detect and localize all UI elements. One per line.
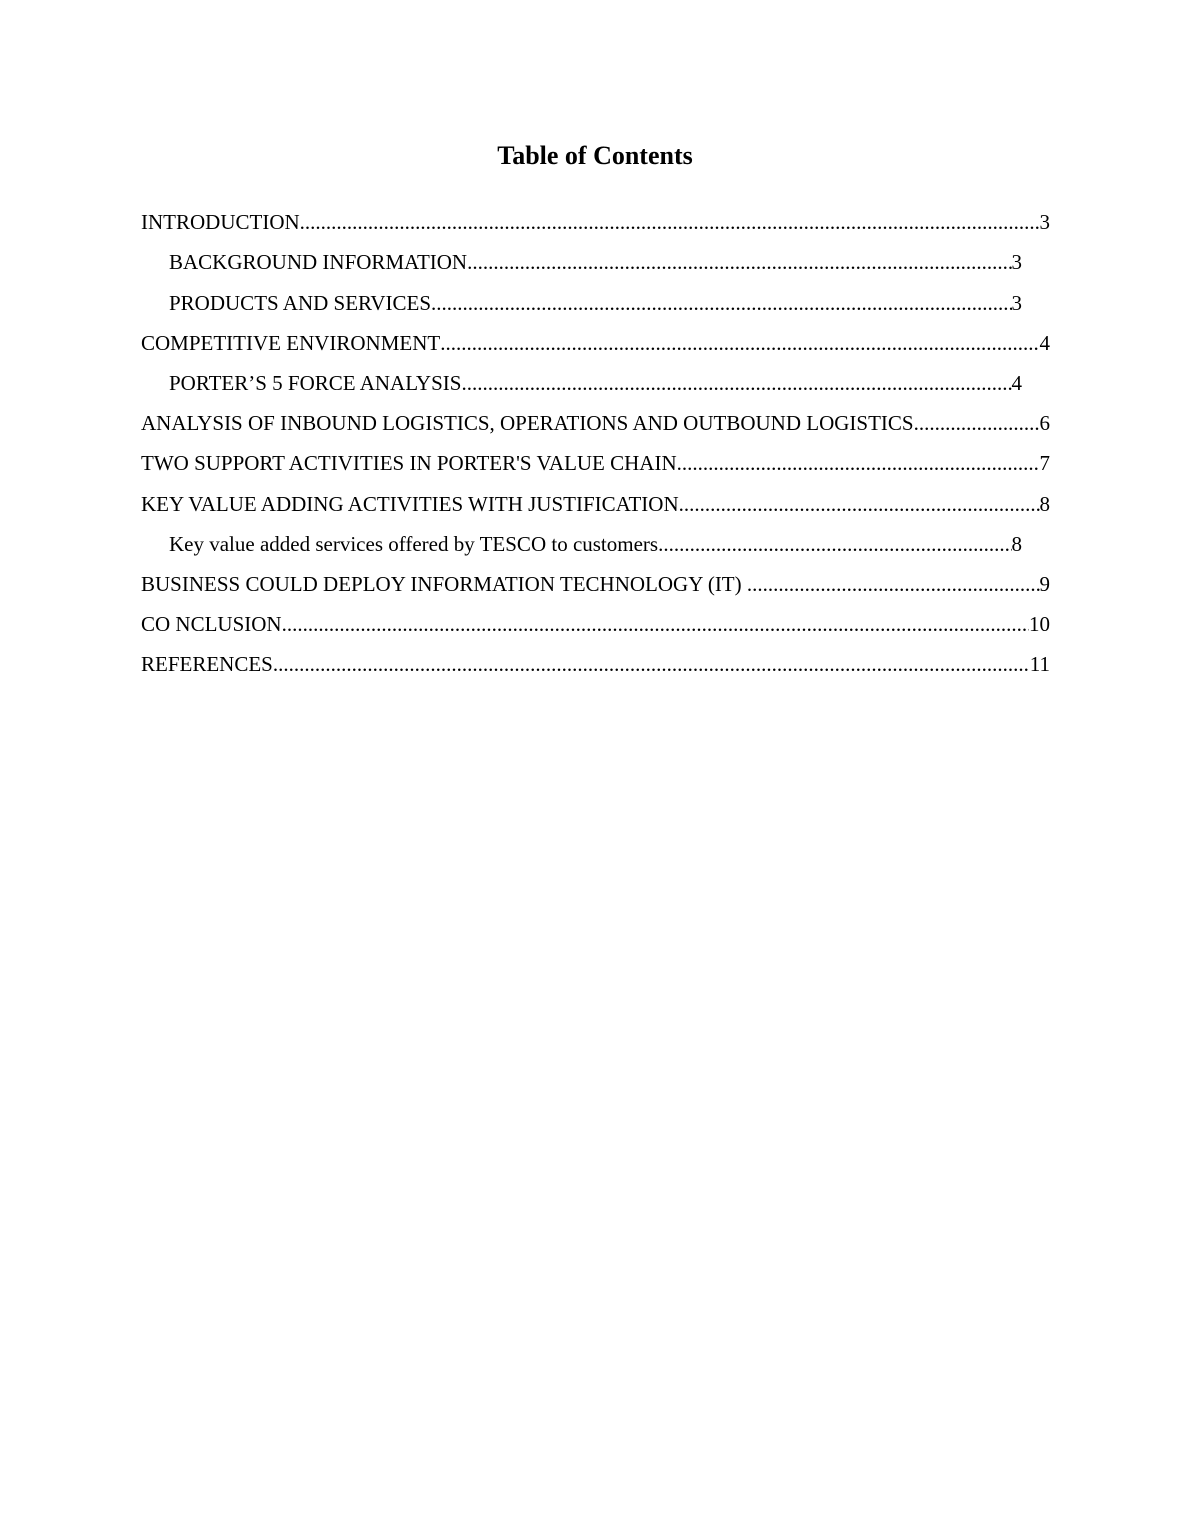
toc-title: Table of Contents [497,141,693,170]
toc-list [0,197,1190,679]
toc-entry-page: 8 [1011,531,1022,556]
toc-entry-label: ANALYSIS OF INBOUND LOGISTICS, OPERATIONS AND OUTBOUND LOGISTICS [141,411,914,436]
toc-entry-key-value-added-services[interactable] [169,519,1022,559]
toc-entry-page: 3 [1011,290,1022,315]
toc-entry-label: PORTER’S 5 FORCE ANALYSIS [169,370,462,395]
toc-entry-label: Key value added services offered by TESCO to customers [169,531,659,556]
toc-entry-label: REFERENCES [141,652,273,677]
toc-entry-page: 3 [1011,250,1022,275]
toc-dot-leader [282,609,1029,639]
toc-entry-information-technology[interactable] [141,559,1050,599]
toc-entry-label: COMPETITIVE ENVIRONMENT [141,330,441,355]
toc-entry-label: PRODUCTS AND SERVICES [169,290,432,315]
toc-dot-leader [679,489,1040,519]
toc-entry-page: 6 [1039,411,1050,436]
toc-entry-label: BACKGROUND INFORMATION [169,250,468,275]
toc-entry-two-support-activities[interactable] [141,438,1050,478]
toc-entry-page: 11 [1029,652,1050,677]
toc-dot-leader [440,328,1039,358]
toc-entry-label: INTRODUCTION [141,210,300,235]
toc-dot-leader [677,448,1040,478]
toc-entry-background-information[interactable] [169,237,1022,277]
toc-entry-label: TWO SUPPORT ACTIVITIES IN PORTER'S VALUE CHAIN [141,451,677,476]
toc-entry-porters-5-force-analysis[interactable] [169,358,1022,398]
toc-entry-page: 10 [1029,612,1050,637]
toc-dot-leader [431,288,1011,318]
toc-entry-products-and-services[interactable] [169,277,1022,317]
toc-entry-analysis-of-logistics[interactable] [141,398,1050,438]
toc-dot-leader [273,649,1030,679]
toc-entry-label: KEY VALUE ADDING ACTIVITIES WITH JUSTIFICATION [141,491,679,516]
toc-entry-label: CO NCLUSION [141,612,282,637]
toc-dot-leader [300,207,1040,237]
toc-entry-competitive-environment[interactable] [141,318,1050,358]
toc-dot-leader [658,529,1011,559]
toc-entry-introduction[interactable] [141,197,1050,237]
toc-entry-page: 3 [1039,210,1050,235]
toc-dot-leader [914,408,1040,438]
toc-entry-page: 4 [1011,370,1022,395]
toc-entry-conclusion[interactable] [141,599,1050,639]
toc-entry-page: 9 [1039,571,1050,596]
toc-entry-page: 7 [1039,451,1050,476]
toc-dot-leader [467,247,1011,277]
toc-dot-leader [747,569,1040,599]
toc-dot-leader [461,368,1011,398]
toc-entry-label: BUSINESS COULD DEPLOY INFORMATION TECHNOLOGY (IT) [141,571,747,596]
toc-entry-key-value-adding-activities[interactable] [141,478,1050,518]
toc-entry-page: 8 [1039,491,1050,516]
toc-entry-references[interactable] [141,639,1050,679]
toc-entry-page: 4 [1039,330,1050,355]
